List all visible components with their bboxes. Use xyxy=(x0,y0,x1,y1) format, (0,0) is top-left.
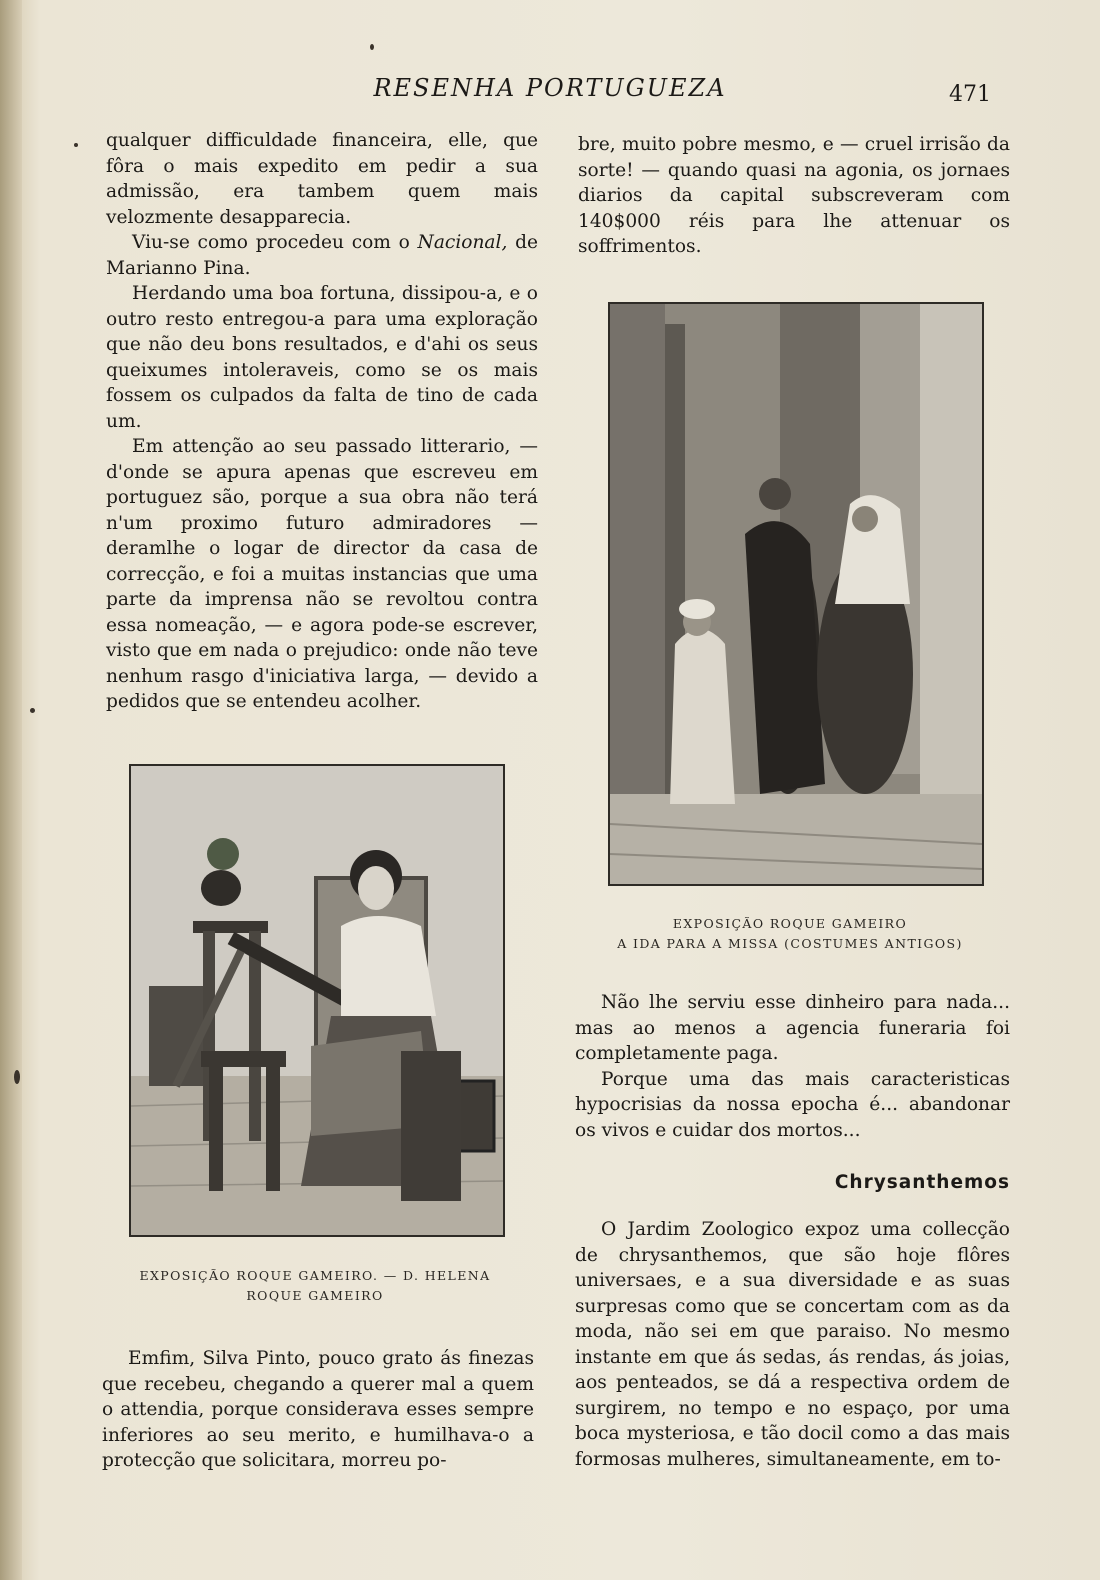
text-run: de Marianno Pina. xyxy=(106,232,538,279)
paper-speck xyxy=(370,44,374,50)
publication-name: Nacional, xyxy=(417,232,508,253)
paper-speck xyxy=(30,708,35,713)
caption-line: EXPOSIÇÃO ROQUE GAMEIRO xyxy=(672,916,908,931)
caption-line: ROQUE GAMEIRO xyxy=(246,1288,384,1303)
caption-church-doorway xyxy=(600,914,980,954)
paragraph: O Jardim Zoologico expoz uma collecção de chrysanthemos, que são hoje flôres universaes, e a sua diversidade e as suas surpresas como que se concertam com as da moda, não sei em que paraiso. No mesmo instante em que ás sedas, ás rendas, ás joias, aos penteados, se dá a respectiva ordem de surgirem, no tempo e no espaço, por uma boca mysteriosa, e tão docil como a das mais formosas mulheres, simultaneamente, em to- xyxy=(575,1219,1010,1470)
left-column-top xyxy=(106,128,538,715)
right-column-bottom xyxy=(575,1217,1010,1472)
section-heading: Chrysanthemos xyxy=(834,1172,1010,1193)
paragraph-nacional xyxy=(106,230,538,281)
page-number: 471 xyxy=(949,82,991,107)
church-doorway-image xyxy=(610,304,982,884)
left-column-bottom xyxy=(102,1346,534,1474)
caption-line: A IDA PARA A MISSA (COSTUMES ANTIGOS) xyxy=(617,936,963,951)
photo-woman-at-drafting-table xyxy=(129,764,505,1237)
text-run: Viu-se como procedeu com o xyxy=(132,232,418,253)
paragraph: Herdando uma boa fortuna, dissipou-a, e o outro resto entregou-a para uma exploração que não deu bons resultados, e d'ahi os seus queixumes intoleraveis, como se os mais fossem os culpados da falta de tino de cada um. xyxy=(106,283,538,432)
right-column-top xyxy=(578,132,1010,260)
paper-speck xyxy=(14,1070,20,1084)
paragraph: Emfim, Silva Pinto, pouco grato ás finezas que recebeu, chegando a querer mal a quem o attendia, porque considerava esses sempre inferiores ao seu merito, e humilhava-o a protecção que solicitara, morreu po- xyxy=(102,1348,534,1471)
illustration-church-doorway xyxy=(608,302,984,886)
caption-line: EXPOSIÇÃO ROQUE GAMEIRO. — D. HELENA xyxy=(139,1268,491,1283)
binding-gutter xyxy=(0,0,22,1580)
caption-woman-drafting xyxy=(120,1266,510,1306)
paragraph: Em attenção ao seu passado litterario, — d'onde se apura apenas que escreveu em portuguez são, porque a sua obra não terá n'um proximo futuro admiradores — deramlhe o logar de director da casa de correcção, e foi a muitas instancias que uma parte da imprensa não se revoltou contra essa nomeação, — e agora pode-se escrever, visto que em nada o prejudico: onde não teve nenhum rasgo d'iniciativa larga, — devido a pedidos que se entendeu acolher. xyxy=(106,436,538,712)
paragraph: qualquer difficuldade financeira, elle, que fôra o mais expedito em pedir a sua admissão, era tambem quem mais velozmente desapparecia. xyxy=(106,130,538,228)
running-header-title: RESENHA PORTUGUEZA xyxy=(373,74,727,102)
paragraph: Porque uma das mais caracteristicas hypocrisias da nossa epocha é... abandonar os vivos e cuidar dos mortos... xyxy=(575,1068,1010,1141)
paragraph: bre, muito pobre mesmo, e — cruel irrisão da sorte! — quando quasi na agonia, os jornaes diarios da capital subscreveram com 140$000 réis para lhe attenuar os soffrimentos. xyxy=(578,134,1010,257)
paragraph: Não lhe serviu esse dinheiro para nada... mas ao menos a agencia funeraria foi completamente paga. xyxy=(575,992,1010,1064)
paper-speck xyxy=(74,143,78,147)
woman-drafting-image xyxy=(131,766,503,1235)
right-column-middle xyxy=(575,990,1010,1143)
